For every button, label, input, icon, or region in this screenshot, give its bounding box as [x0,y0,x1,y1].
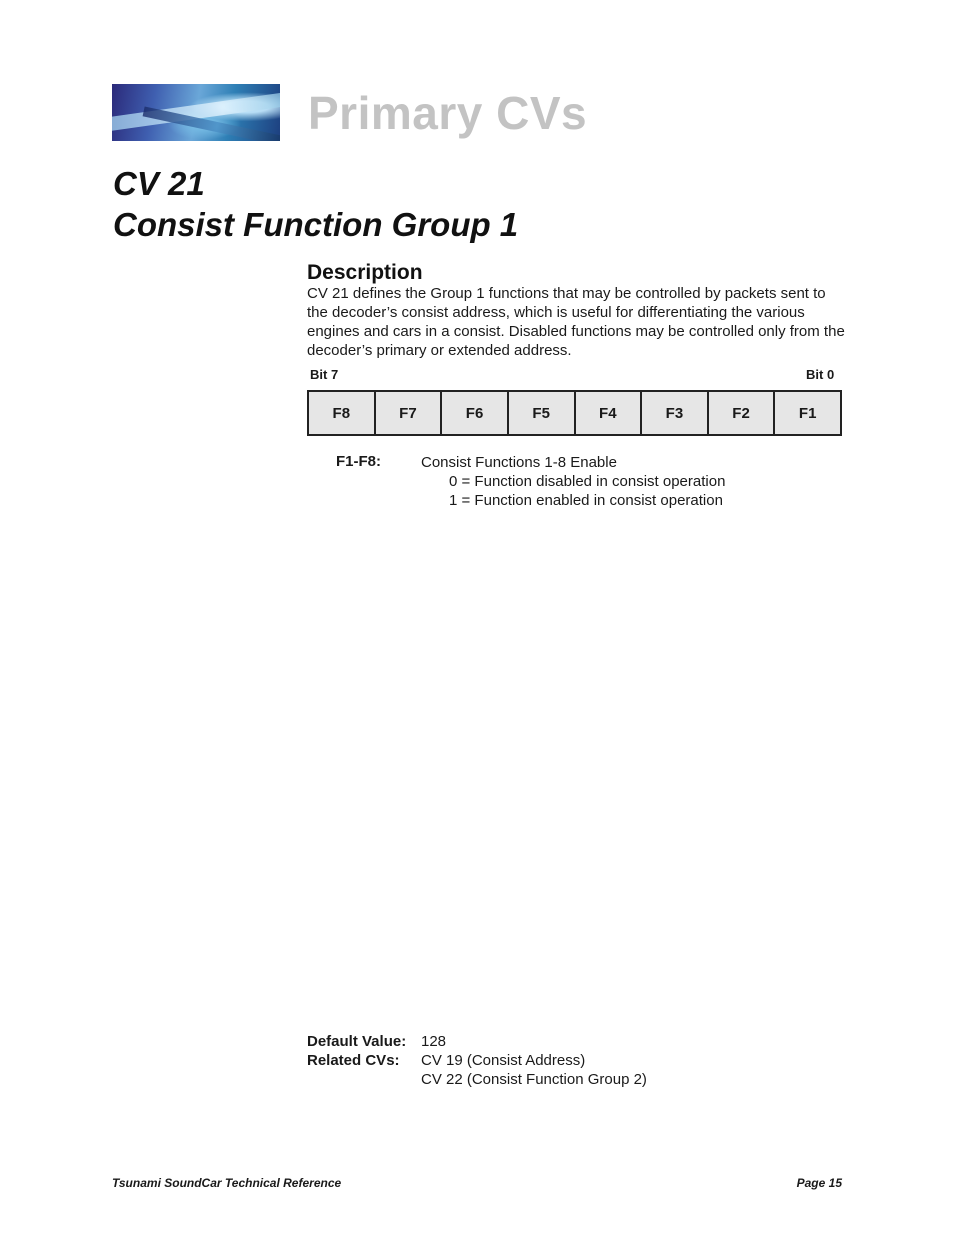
bit-cell-f6: F6 [442,392,509,434]
related-cv-1: CV 22 (Consist Function Group 2) [421,1071,647,1088]
bit-table [307,390,842,436]
bit-cell-f7: F7 [376,392,443,434]
legend-option-1: 1 = Function enabled in consist operation [449,492,723,509]
section-title: Primary CVs [308,87,588,139]
bit-cell-f5: F5 [509,392,576,434]
related-cv-0: CV 19 (Consist Address) [421,1052,586,1069]
default-value-label: Default Value: [307,1033,407,1050]
bit-cell-f3: F3 [642,392,709,434]
description-heading: Description [307,261,423,284]
related-cvs-label: Related CVs: [307,1052,400,1069]
legend-option-0: 0 = Function disabled in consist operation [449,473,726,490]
cv-name: Consist Function Group 1 [113,206,519,243]
bit-cell-f8: F8 [309,392,376,434]
page-number: Page 15 [796,1176,842,1190]
footer-title: Tsunami SoundCar Technical Reference [112,1176,342,1190]
bit-cell-f1: F1 [798,404,817,422]
cv-title [113,163,518,245]
default-value: 128 [421,1033,447,1050]
legend-key: F1-F8: [336,453,381,470]
bit-cell-f4: F4 [576,392,643,434]
header-image [112,84,280,141]
bit-7-label: Bit 7 [310,367,339,382]
bit-0-label: Bit 0 [806,367,835,382]
cv-number: CV 21 [113,165,205,202]
legend-description: Consist Functions 1-8 Enable [421,454,617,471]
description-body: CV 21 defines the Group 1 functions that may be controlled by packets sent to the decoder’s consist address, which is useful for differentiating the various engines and cars in a consist. Disabled functions may be controlled only from the decoder’s primary or extended address. [307,285,845,359]
bit-cell-f2: F2 [709,392,776,434]
